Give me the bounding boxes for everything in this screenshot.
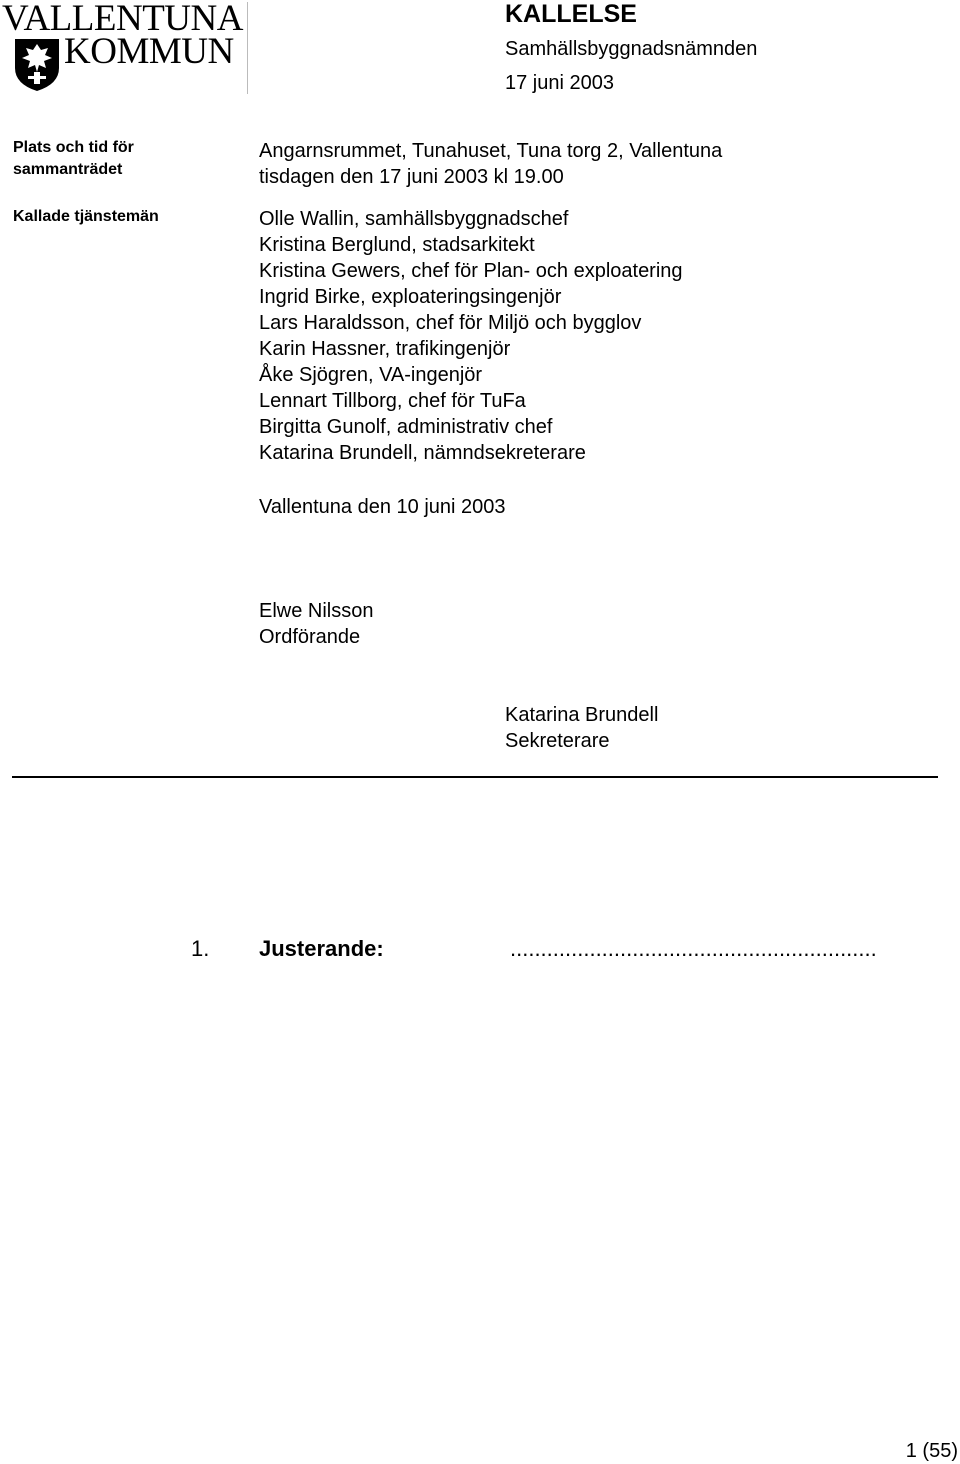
list-item: Birgitta Gunolf, administrativ chef xyxy=(259,416,553,438)
document-title: KALLELSE xyxy=(505,0,637,28)
list-item: Olle Wallin, samhällsbyggnadschef xyxy=(259,208,569,230)
list-item: Karin Hassner, trafikingenjör xyxy=(259,338,511,360)
place-line: Angarnsrummet, Tunahuset, Tuna torg 2, Vallentuna xyxy=(259,140,723,162)
secretary-name: Katarina Brundell xyxy=(505,704,659,726)
agenda-item-label: Justerande: xyxy=(259,936,384,961)
time-line: tisdagen den 17 juni 2003 kl 19.00 xyxy=(259,166,564,188)
logo-divider xyxy=(247,2,248,94)
chair-title: Ordförande xyxy=(259,626,361,648)
committee-name: Samhällsbyggnadsnämnden xyxy=(505,38,758,60)
divider-line xyxy=(12,776,938,778)
list-item: Lars Haraldsson, chef för Miljö och bygglov xyxy=(259,312,642,334)
list-item: Kristina Berglund, stadsarkitekt xyxy=(259,234,535,256)
municipality-logo xyxy=(0,0,250,96)
agenda-item-number: 1. xyxy=(191,936,210,961)
logo-line-1: VALLENTUNA xyxy=(2,0,243,39)
logo-line-2: KOMMUN xyxy=(64,31,234,72)
list-item: Kristina Gewers, chef för Plan- och exploatering xyxy=(259,260,683,282)
coat-of-arms-icon xyxy=(14,38,60,92)
officials-list xyxy=(259,206,683,466)
agenda-item-blank: ............................................................ xyxy=(510,936,877,961)
chair-name: Elwe Nilsson xyxy=(259,600,374,622)
secretary-title: Sekreterare xyxy=(505,730,610,752)
issue-place-date: Vallentuna den 10 juni 2003 xyxy=(259,496,506,518)
list-item: Lennart Tillborg, chef för TuFa xyxy=(259,390,526,412)
meeting-date: 17 juni 2003 xyxy=(505,72,614,94)
place-time-label: Plats och tid för sammanträdet xyxy=(13,139,134,178)
page-number: 1 (55) xyxy=(905,1440,958,1462)
list-item: Katarina Brundell, nämndsekreterare xyxy=(259,442,586,464)
list-item: Ingrid Birke, exploateringsingenjör xyxy=(259,286,562,308)
list-item: Åke Sjögren, VA-ingenjör xyxy=(259,364,483,386)
officials-label: Kallade tjänstemän xyxy=(13,208,159,225)
